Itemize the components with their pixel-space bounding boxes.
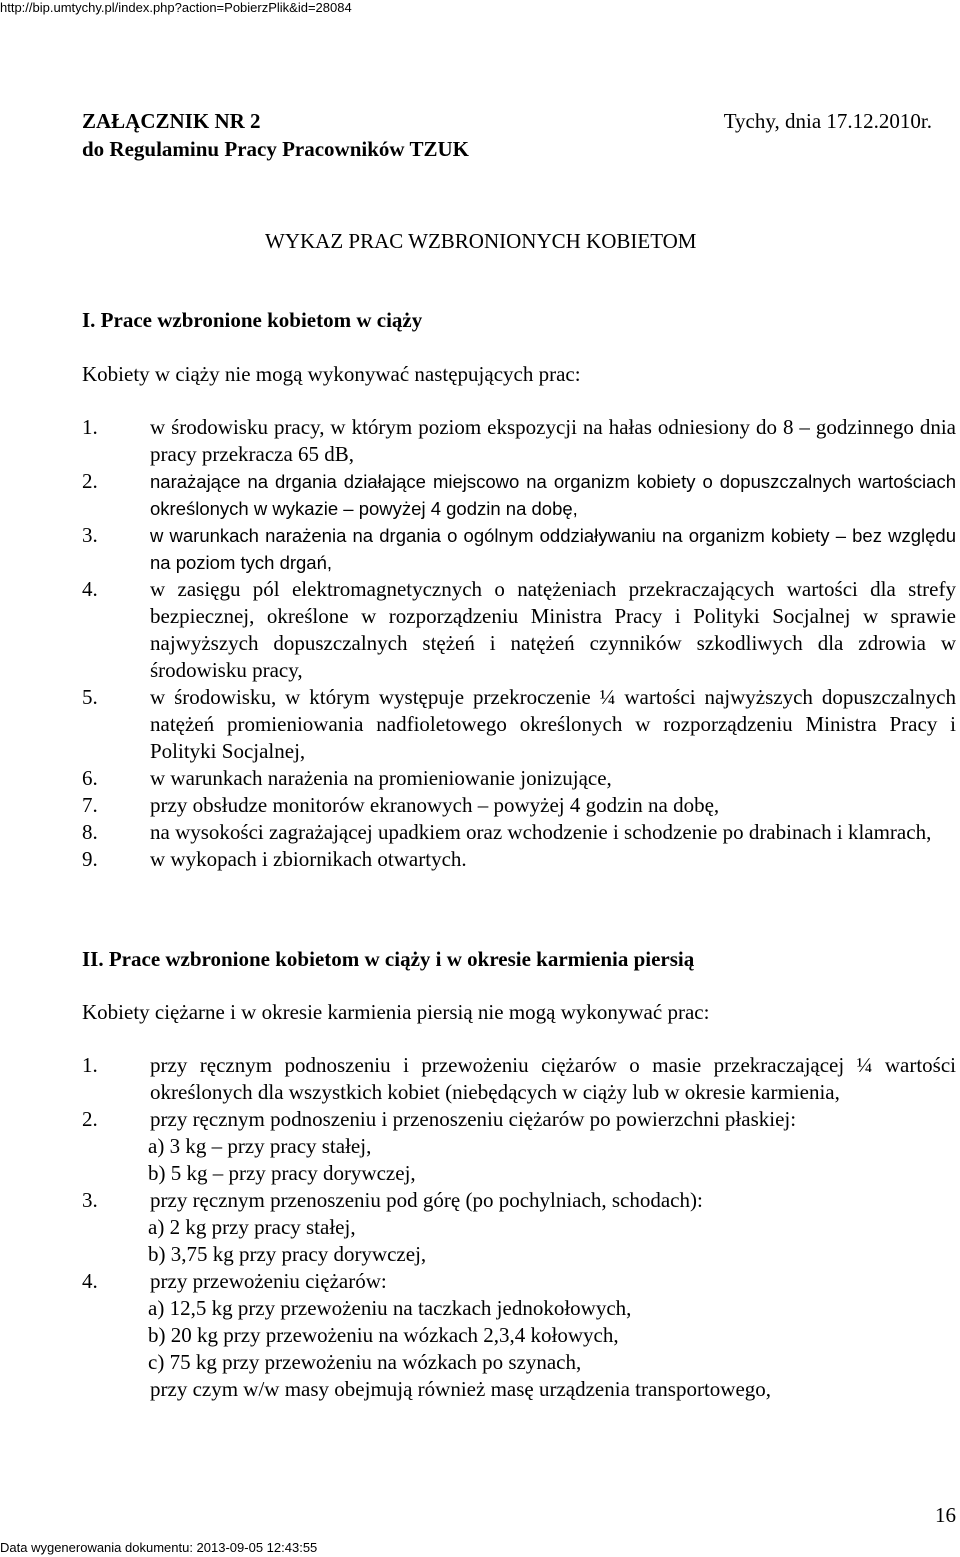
list-item — [82, 792, 956, 819]
annex-label: ZAŁĄCZNIK NR 2 — [82, 109, 261, 133]
item-text: na wysokości zagrażającej upadkiem oraz wchodzenie i schodzenie po drabinach i klamrach, — [150, 820, 932, 844]
sub-item: b) 3,75 kg przy pracy dorywczej, — [148, 1242, 427, 1266]
item-number: 2. — [82, 469, 98, 493]
list-item — [82, 846, 956, 873]
sub-item: b) 20 kg przy przewożeniu na wózkach 2,3,4 kołowych, — [148, 1323, 619, 1347]
item-number: 2. — [82, 1107, 98, 1131]
sub-item: b) 5 kg – przy pracy dorywczej, — [148, 1161, 416, 1185]
item-text: przy ręcznym przenoszeniu pod górę (po pochylniach, schodach): — [150, 1188, 703, 1212]
list-item — [82, 468, 956, 522]
sub-item: a) 2 kg przy pracy stałej, — [148, 1215, 356, 1239]
list-item — [82, 1268, 956, 1295]
item-number: 5. — [82, 685, 98, 709]
section2-heading: II. Prace wzbronione kobietom w ciąży i w okresie karmienia piersią — [82, 947, 695, 971]
source-url: http://bip.umtychy.pl/index.php?action=PobierzPlik&id=28084 — [0, 0, 352, 15]
page-number: 16 — [935, 1503, 956, 1527]
item-number: 9. — [82, 847, 98, 871]
sub-item: a) 12,5 kg przy przewożeniu na taczkach jednokołowych, — [148, 1296, 632, 1320]
item-text: w warunkach narażenia na drgania o ogólnym oddziaływaniu na organizm kobiety – bez względu na poziom tych drgań, — [150, 525, 956, 573]
item-text: w środowisku pracy, w którym poziom ekspozycji na hałas odniesiony do 8 – godzinnego dnia pracy przekracza 65 dB, — [150, 415, 956, 466]
section2-list — [82, 1052, 956, 1403]
item-text: przy ręcznym podnoszeniu i przenoszeniu ciężarów po powierzchni płaskiej: — [150, 1107, 797, 1131]
item-text: w zasięgu pól elektromagnetycznych o natężeniach przekraczających wartości dla strefy bezpiecznej, określone w rozporządzeniu Ministra Pracy i Polityki Socjalnej w sprawie najwyższych dopuszczalnych stężeń i natężeń czynników szkodliwych dla zdrowia w środowisku pracy, — [150, 577, 956, 682]
item-text: narażające na drgania działające miejscowo na organizm kobiety o dopuszczalnych wartościach określonych w wykazie – powyżej 4 godzin na dobę, — [150, 471, 956, 519]
item-note: przy czym w/w masy obejmują również masę urządzenia transportowego, — [150, 1377, 772, 1401]
list-item — [82, 576, 956, 684]
document-date: Tychy, dnia 17.12.2010r. — [723, 109, 932, 133]
list-item — [82, 765, 956, 792]
item-number: 3. — [82, 523, 98, 547]
item-number: 4. — [82, 577, 98, 601]
list-item — [82, 1187, 956, 1214]
section2-intro: Kobiety ciężarne i w okresie karmienia piersią nie mogą wykonywać prac: — [82, 1000, 710, 1024]
generation-footer: Data wygenerowania dokumentu: 2013-09-05 12:43:55 — [0, 1540, 318, 1555]
item-number: 8. — [82, 820, 98, 844]
item-text: przy ręcznym podnoszeniu i przewożeniu ciężarów o masie przekraczającej ¼ wartości określonych dla wszystkich kobiet (niebędących w ciąży lub w okresie karmienia, — [150, 1053, 956, 1104]
list-item — [82, 1052, 956, 1106]
document-title: WYKAZ PRAC WZBRONIONYCH KOBIETOM — [265, 229, 697, 253]
section1-list — [82, 414, 956, 873]
sub-item: a) 3 kg – przy pracy stałej, — [148, 1134, 372, 1158]
item-text: przy obsłudze monitorów ekranowych – powyżej 4 godzin na dobę, — [150, 793, 720, 817]
header-left — [82, 107, 469, 163]
sub-item: c) 75 kg przy przewożeniu na wózkach po szynach, — [148, 1350, 582, 1374]
item-number: 3. — [82, 1188, 98, 1212]
item-number: 1. — [82, 1053, 98, 1077]
item-number: 6. — [82, 766, 98, 790]
section1-intro: Kobiety w ciąży nie mogą wykonywać następujących prac: — [82, 362, 581, 386]
item-text: w warunkach narażenia na promieniowanie jonizujące, — [150, 766, 612, 790]
item-number: 1. — [82, 415, 98, 439]
list-item — [82, 684, 956, 765]
regulation-label: do Regulaminu Pracy Pracowników TZUK — [82, 137, 469, 161]
item-text: w wykopach i zbiornikach otwartych. — [150, 847, 467, 871]
list-item — [82, 522, 956, 576]
item-text: przy przewożeniu ciężarów: — [150, 1269, 387, 1293]
section1-heading: I. Prace wzbronione kobietom w ciąży — [82, 308, 423, 332]
list-item — [82, 414, 956, 468]
item-text: w środowisku, w którym występuje przekroczenie ¼ wartości najwyższych dopuszczalnych natężeń promieniowania nadfioletowego określonych w rozporządzeniu Ministra Pracy i Polityki Socjalnej, — [150, 685, 956, 763]
item-number: 7. — [82, 793, 98, 817]
list-item — [82, 1106, 956, 1133]
item-number: 4. — [82, 1269, 98, 1293]
list-item — [82, 819, 956, 846]
